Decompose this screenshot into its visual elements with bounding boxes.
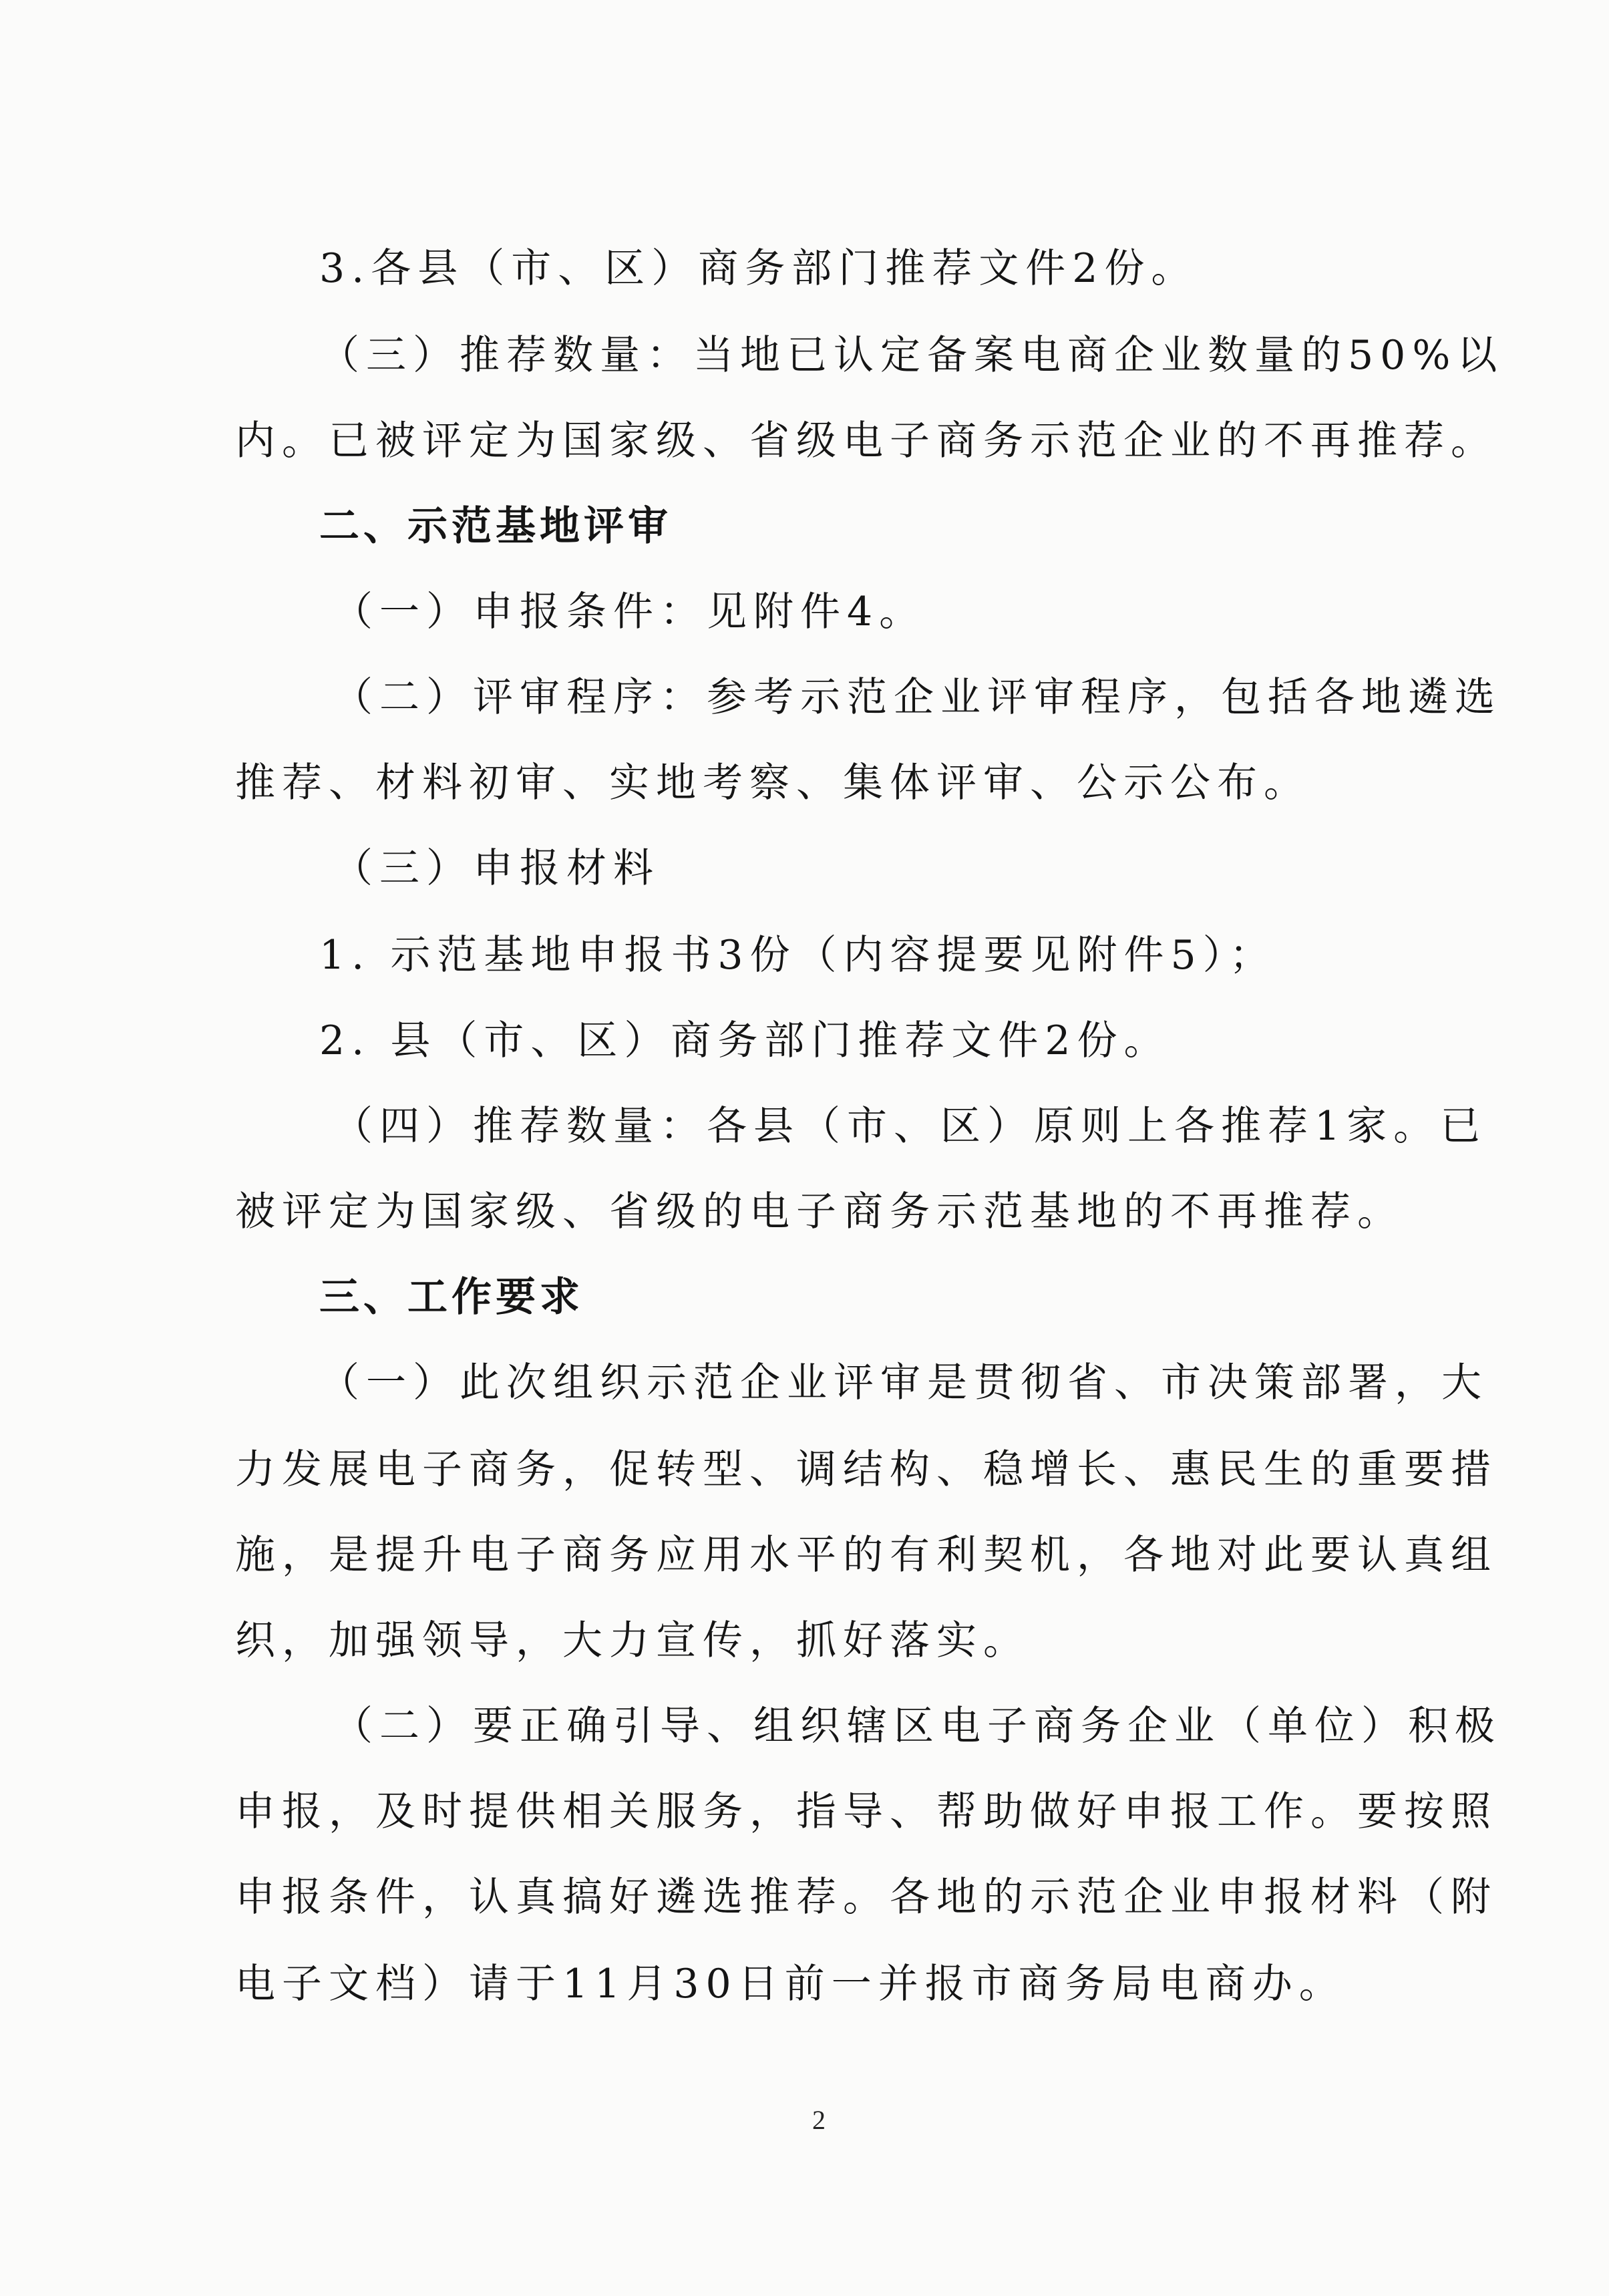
text-line: （二）评审程序：参考示范企业评审程序，包括各地遴选 <box>333 674 1501 721</box>
section-heading: 二、示范基地评审 <box>319 503 672 550</box>
text-line: （二）要正确引导、组织辖区电子商务企业（单位）积极 <box>333 1703 1501 1750</box>
text-line: 申报条件，认真搞好遴选推荐。各地的示范企业申报材料（附 <box>235 1874 1497 1921</box>
section-heading: 三、工作要求 <box>319 1274 584 1321</box>
text-line: （三）申报材料 <box>333 845 660 892</box>
text-line: 施，是提升电子商务应用水平的有利契机，各地对此要认真组 <box>235 1532 1497 1579</box>
text-line: 2. 县（市、区）商务部门推荐文件2份。 <box>319 1017 1171 1064</box>
text-line: （一）申报条件：见附件4。 <box>333 589 926 635</box>
text-line: 内。已被评定为国家级、省级电子商务示范企业的不再推荐。 <box>235 418 1497 464</box>
text-line: 推荐、材料初审、实地考察、集体评审、公示公布。 <box>235 760 1310 806</box>
text-line: 1. 示范基地申报书3份（内容提要见附件5）； <box>319 932 1276 979</box>
text-line: 力发展电子商务，促转型、调结构、稳增长、惠民生的重要措 <box>235 1446 1497 1493</box>
text-line: 3.各县（市、区）商务部门推荐文件2份。 <box>319 245 1198 292</box>
page-number: 2 <box>812 2105 826 2135</box>
text-line: 申报，及时提供相关服务，指导、帮助做好申报工作。要按照 <box>235 1788 1497 1835</box>
text-line: （三）推荐数量：当地已认定备案电商企业数量的50%以 <box>319 332 1504 379</box>
text-line: 织，加强领导，大力宣传，抓好落实。 <box>235 1617 1030 1664</box>
text-line: （四）推荐数量：各县（市、区）原则上各推荐1家。已 <box>333 1103 1487 1150</box>
text-line: 电子文档）请于11月30日前一并报市商务局电商办。 <box>235 1961 1346 2007</box>
text-line: 被评定为国家级、省级的电子商务示范基地的不再推荐。 <box>235 1188 1404 1235</box>
text-line: （一）此次组织示范企业评审是贯彻省、市决策部署，大 <box>319 1359 1488 1406</box>
